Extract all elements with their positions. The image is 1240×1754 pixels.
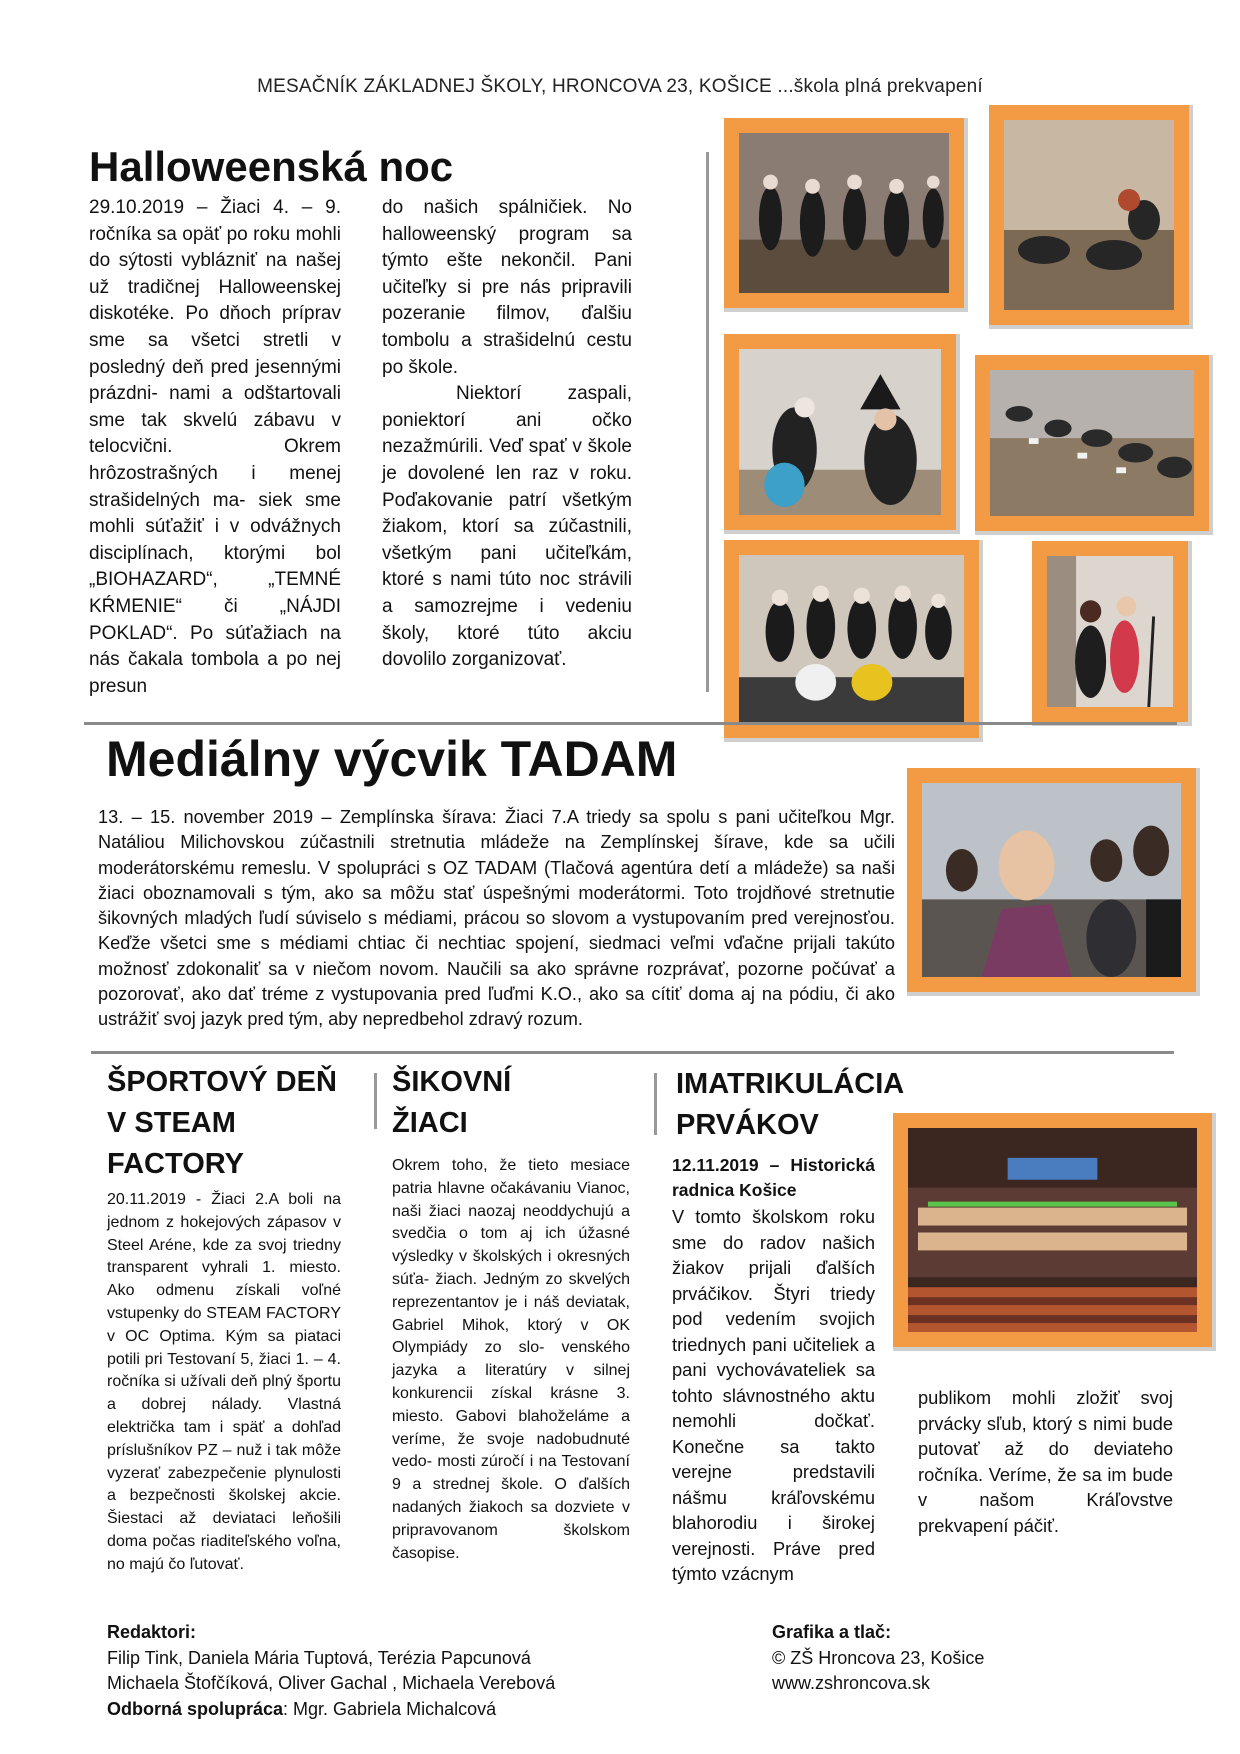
imat-text: V tomto školskom roku sme do radov našich žiakov prijali ďalších prváčikov. Štyri triedy pod vedením svojich triednych pani učiteliek a pani vychovávateliek sa tohto slávnostného aktu nemohli dočkať. Konečne sa takto verejne predstavili nášmu kráľovskému blahorodiu i širokej verejnosti. Práve pred týmto vzácnym: [672, 1206, 875, 1584]
sport-title-line1: ŠPORTOVÝ DEŇ: [107, 1066, 337, 1098]
imat-text-continued: publikom mohli zložiť svoj prvácky sľub, ktorý s nimi bude putovať až do deviateho ročníka. Veríme, že sa im bude v našom Kráľovstve prekvapení páčiť.: [918, 1387, 1173, 1536]
editors-line1: Filip Tink, Daniela Mária Tuptová, Terézia Papcunová: [107, 1647, 531, 1668]
halloween-photo-crawling: [989, 105, 1193, 329]
sport-title-line2: V STEAM: [107, 1107, 236, 1139]
skilled-title: [392, 1062, 592, 1144]
halloween-vertical-rule: [706, 152, 709, 692]
halloween-title: Halloweenská noc: [89, 143, 454, 190]
editors-line2: Michaela Štofčíková, Oliver Gachal , Michaela Verebová: [107, 1673, 556, 1693]
consult-label: Odborná spolupráca: [107, 1698, 284, 1719]
skilled-title-line1: ŠIKOVNÍ: [392, 1066, 512, 1098]
halloween-photo-costume: [1032, 541, 1192, 726]
print-label: Grafika a tlač:: [772, 1622, 892, 1642]
print-line2: www.zshroncova.sk: [772, 1673, 931, 1693]
sport-title: [107, 1062, 357, 1185]
media-photo-selfie: [907, 768, 1200, 996]
halloween-photo-dance: [724, 118, 968, 312]
imat-lead: 12.11.2019 – Historická radnica Košice: [672, 1155, 875, 1200]
halloween-photo-race: [975, 355, 1213, 535]
sport-title-line3: FACTORY: [107, 1148, 244, 1180]
footer-print: [772, 1620, 1072, 1697]
skilled-title-line2: ŽIACI: [392, 1107, 468, 1139]
imat-photo-stage: [893, 1113, 1216, 1351]
masthead: MESAČNÍK ZÁKLADNEJ ŠKOLY, HRONCOVA 23, KOŠICE ...škola plná prekvapení: [257, 76, 983, 97]
halloween-paragraph-2: Niektorí zaspali, poniektorí ani očko nezažmúrili. Veď spať v škole je dovolené len raz v roku. Poďakovanie patrí všetkým žiakom, ktorí sa zúčastnili, všetkým pani učiteľkám, ktoré s nami túto noc strávili a samozrejme i vedeniu školy, ktoré túto akciu dovolilo zorganizovať.: [382, 383, 632, 671]
section-divider-1: [84, 722, 1177, 725]
imat-title-line1: IMATRIKULÁCIA: [676, 1068, 905, 1100]
skilled-vertical-rule: [374, 1073, 377, 1129]
print-line1: © ZŠ Hroncova 23, Košice: [772, 1647, 985, 1668]
skilled-text: Okrem toho, že tieto mesiace patria hlavne očakávaniu Vianoc, naši žiaci naozaj neoddychujú a svedčia o tom aj ich úžasné výsledky v školských i okresných súťa- žiach. Jedným zo skvelých reprezentantov je i náš deviatak, Gabriel Mihok, ktorý v OK Olympiády zo slo- venského jazyka a literatúry v silnej konkurencii získal krásne 3. miesto. Gabovi blahoželáme a veríme, že svoje nadobudnuté vedo- mosti zúročí i na Testovaní 9 a strednej škole. O ďalších nadaných žiakoch sa dozviete v pripravovanom školskom časopise.: [392, 1157, 630, 1562]
sport-text: 20.11.2019 - Žiaci 2.A boli na jednom z hokejových zápasov v Steel Aréne, kde za svoj triedny transparent vyhrali 1. miesto. Ako odmenu získali voľné vstupenky do STEAM FACTORY v OC Optima. Kým sa piataci potili pri Testovaní 5, žiaci 1. – 4. ročníka si užívali deň plný športu a dobrej nálady. Vlastná električka tam i späť a dohľad príslušníkov PZ – nuž i tak môže vyzerať zabezpečenie plynulosti a bezpečnosti školskej akcie. Šiestaci až deviataci leňošili doma počas riaditeľského voľna, no majú čo ľutovať.: [107, 1191, 341, 1573]
media-text: 13. – 15. november 2019 – Zemplínska šírava: Žiaci 7.A triedy sa spolu s pani učiteľkou Mgr. Natáliou Milichovskou zúčastnili stretnutia mládeže na Zemplínskej šírave, kde sa učili moderátorskému remeslu. V spolupráci s OZ TADAM (Tlačová agentúra detí a mládeže) sa naši žiaci oboznamovali s tým, ako sa môžu stať úspešnými moderátormi. Toto trojdňové stretnutie šikovných mladých ľudí súviselo s médiami, prácou so slovom a vystupovaním pred verejnosťou. Keďže všetci sme s médiami chtiac či nechtiac spojení, siedmaci veľmi vďačne prijali takúto možnosť zdokonaliť sa v niečom novom. Naučili sa ako správne rozprávať, pozorne počúvať a pozorovať, ako dať tréme z vystupovania pred ľuďmi K.O., ako sa cítiť doma aj na pódiu, či ako ustrážiť svoj jazyk pred tým, aby nepredbehol zdravý rozum.: [98, 807, 895, 1030]
halloween-paragraph-1: do našich spálničiek. No halloweenský program sa týmto ešte nekončil. Pani učiteľky si pre nás pripravili pozeranie filmov, ďalšiu tombolu a strašidelnú cestu po škole.: [382, 197, 632, 378]
halloween-text-col1: 29.10.2019 – Žiaci 4. – 9. ročníka sa opäť po roku mohli do sýtosti vyblázniť na našej už tradičnej Halloweenskej diskotéke. Po dňoch príprav sme sa všetci stretli v posledný deň pred jesennými prázdni- nami a odštartovali sme tak skvelú zábavu v telocvični. Okrem hrôzostrašných i menej strašidelných ma- siek sme mohli súťažiť i v odvážnych disciplínach, ktorými bol „BIOHAZARD“, „TEMNÉ KŔMENIE“ či „NÁJDI POKLAD“. Po súťažiach na nás čakala tombola a po nej presun: [89, 197, 341, 697]
halloween-photo-group: [724, 540, 983, 742]
consult-value: : Mgr. Gabriela Michalcová: [283, 1698, 497, 1719]
imat-title-line2: PRVÁKOV: [676, 1109, 819, 1141]
footer-editors: [107, 1620, 667, 1722]
halloween-photo-game: [724, 334, 960, 534]
editors-label: Redaktori:: [107, 1622, 197, 1642]
media-title: Mediálny výcvik TADAM: [106, 731, 678, 787]
section-divider-2: [91, 1051, 1174, 1054]
halloween-text-col2: [382, 195, 632, 674]
imat-vertical-rule: [654, 1073, 657, 1135]
